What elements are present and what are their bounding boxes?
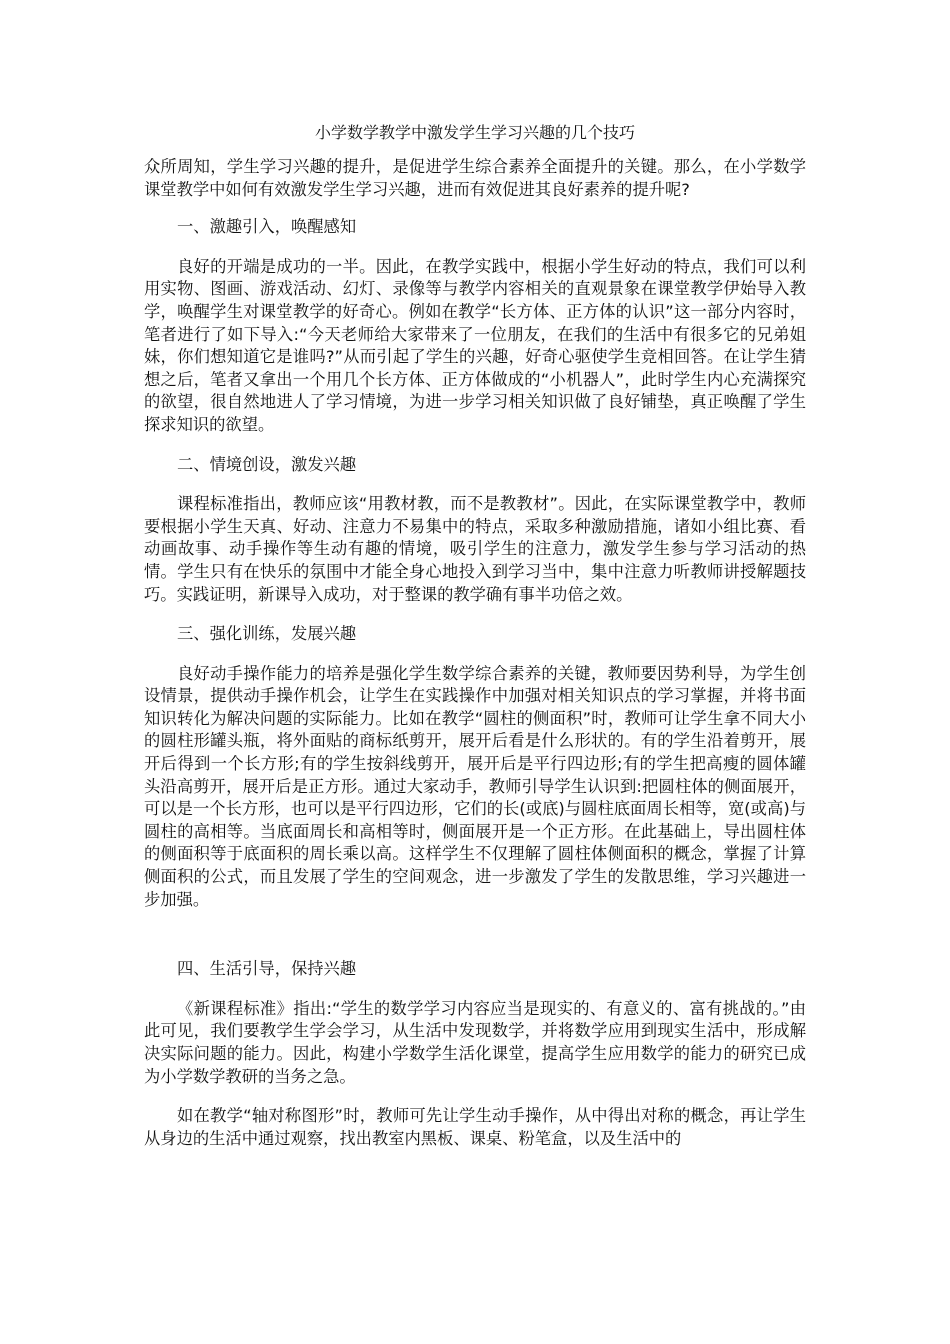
section-4-heading: 四、生活引导，保持兴趣 [177, 959, 357, 979]
section-1-heading: 一、激趣引入，唤醒感知 [177, 217, 357, 237]
section-2-heading: 二、情境创设，激发兴趣 [177, 454, 357, 474]
section-1-paragraph: 良好的开端是成功的一半。因此，在教学实践中，根据小学生好动的特点，我们可以利用实物、图画、游戏活动、幻灯、录像等与教学内容相关的直观景象在课堂教学伊始导入教学，唤醒学生对课堂教学的好奇心。例如在教学“长方体、正方体的认识”这一部分内容时，笔者进行了如下导入:“今天老师给大家带来了一位朋友，在我们的生活中有很多它的兄弟姐妹，你们想知道它是谁吗?”从而引起了学生的兴趣，好奇心驱使学生竞相回答。在让学生猜想之后，笔者又拿出一个用几个长方体、正方体做成的“小机器人”，此时学生内心充满探究的欲望，很自然地进人了学习情境，为进一步学习相关知识做了良好铺垫，真正唤醒了学生探求知识的欲望。 [144, 256, 806, 434]
section-3-paragraph: 良好动手操作能力的培养是强化学生数学综合素养的关键，教师要因势利导，为学生创设情景，提供动手操作机会，让学生在实践操作中加强对相关知识点的学习掌握，并将书面知识转化为解决问题的实际能力。比如在教学“圆柱的侧面积”时，教师可让学生拿不同大小的圆柱形罐头瓶，将外面贴的商标纸剪开，展开后看是什么形状的。有的学生沿着剪开，展开后得到一个长方形;有的学生按斜线剪开，展开后是平行四边形;有的学生把高瘦的圆体罐头沿高剪开，展开后是正方形。通过大家动手，教师引导学生认识到:把圆柱体的侧面展开，可以是一个长方形，也可以是平行四边形，它们的长(或底)与圆柱底面周长相等，宽(或高)与圆柱的高相等。当底面周长和高相等时，侧面展开是一个正方形。在此基础上，导出圆柱体的侧面积等于底面积的周长乘以高。这样学生不仅理解了圆柱体侧面积的概念，掌握了计算侧面积的公式，而且发展了学生的空间观念，进一步激发了学生的发散思维，学习兴趣进一步加强。 [144, 663, 806, 909]
intro-paragraph: 众所周知，学生学习兴趣的提升，是促进学生综合素养全面提升的关键。那么，在小学数学课堂教学中如何有效激发学生学习兴趣，进而有效促进其良好素养的提升呢? [144, 157, 806, 199]
section-4-paragraph-1: 《新课程标准》指出:“学生的数学学习内容应当是现实的、有意义的、富有挑战的。”由此可见，我们要教学生学会学习，从生活中发现数学，并将数学应用到现实生活中，形成解决实际问题的能力。因此，构建小学数学生活化课堂，提高学生应用数学的能力的研究已成为小学数学教研的当务之急。 [144, 998, 806, 1086]
section-4-paragraph-2: 如在教学“轴对称图形”时，教师可先让学生动手操作，从中得出对称的概念，再让学生从身边的生活中通过观察，找出教室内黑板、课桌、粉笔盒，以及生活中的 [144, 1106, 806, 1148]
section-3-heading: 三、强化训练，发展兴趣 [177, 624, 357, 644]
section-2-paragraph: 课程标准指出，教师应该“用教材教，而不是教教材”。因此，在实际课堂教学中，教师要根据小学生天真、好动、注意力不易集中的特点，采取多种激励措施，诸如小组比赛、看动画故事、动手操作等生动有趣的情境，吸引学生的注意力，激发学生参与学习活动的热情。学生只有在快乐的氛围中才能全身心地投入到学习当中，集中注意力听教师讲授解题技巧。实践证明，新课导入成功，对于整课的教学确有事半功倍之效。 [144, 494, 806, 604]
document-page [144, 120, 806, 1150]
document-title: 小学数学教学中激发学生学习兴趣的几个技巧 [314, 123, 635, 142]
